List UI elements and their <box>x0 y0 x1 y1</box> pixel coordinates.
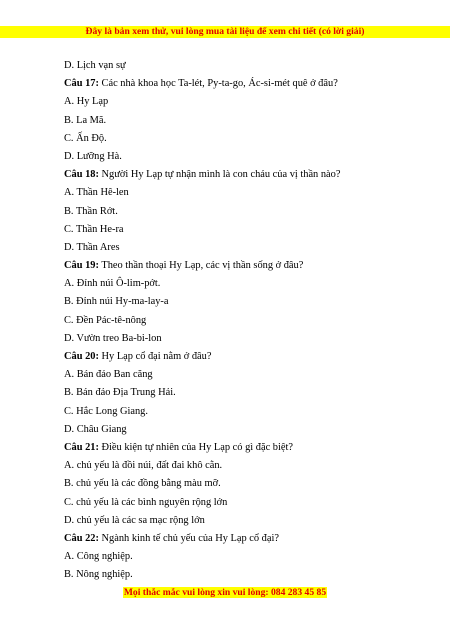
answer-option: B. Bán đảo Địa Trung Hải. <box>64 387 176 399</box>
answer-option: D. Thần Ares <box>64 241 120 253</box>
answer-option: C. Đền Pác-tê-nông <box>64 314 147 326</box>
answer-option: B. Đỉnh núi Hy-ma-lay-a <box>64 296 169 308</box>
answer-option: D. Châu Giang <box>64 423 127 435</box>
answer-option: A. Hy Lạp <box>64 96 109 108</box>
answer-option: C. chủ yếu là các bình nguyên rộng lớn <box>64 496 228 508</box>
answer-option: B. chủ yếu là các đồng bằng màu mỡ. <box>64 478 221 490</box>
answer-option: A. Bán đảo Ban căng <box>64 369 153 381</box>
answer-option: B. Thần Rớt. <box>64 205 118 217</box>
answer-option: D. chủ yếu là các sa mạc rộng lớn <box>64 514 205 526</box>
answer-option: A. chủ yếu là đồi núi, đất đai khô cằn. <box>64 460 223 472</box>
contact-footer-text: Mọi thắc mắc vui lòng xin vui lòng: 084 283 45 85 <box>123 587 327 598</box>
answer-option: B. La Mã. <box>64 114 107 126</box>
answer-option: A. Công nghiệp. <box>64 551 133 563</box>
question-line: Câu 18: Người Hy Lạp tự nhận mình là con cháu của vị thần nào? <box>64 169 341 181</box>
question-line: Câu 19: Theo thần thoại Hy Lạp, các vị thần sống ở đâu? <box>64 260 304 272</box>
answer-option: A. Đỉnh núi Ô-lim-pớt. <box>64 278 161 290</box>
preview-notice-banner <box>0 26 450 38</box>
answer-option: C. Ấn Độ. <box>64 132 107 144</box>
answer-option: D. Vườn treo Ba-bi-lon <box>64 332 162 344</box>
answer-option: C. Hắc Long Giang. <box>64 405 148 417</box>
question-line: Câu 20: Hy Lạp cổ đại nằm ở đâu? <box>64 351 212 362</box>
question-line: Câu 22: Ngành kinh tế chủ yếu của Hy Lạp cổ đại? <box>64 532 279 544</box>
answer-option: B. Nông nghiệp. <box>64 569 133 581</box>
question-line: Câu 17: Các nhà khoa học Ta-lét, Py-ta-go, Ác-si-mét quê ở đâu? <box>64 78 338 90</box>
answer-option: D. Lưỡng Hà. <box>64 150 122 162</box>
answer-option: A. Thần Hê-len <box>64 187 129 199</box>
preview-notice-text: Đây là bản xem thử, vui lòng mua tài liệu để xem chi tiết (có lời giải) <box>85 26 365 37</box>
list-item: D. Lịch vạn sự <box>64 60 126 71</box>
answer-option: C. Thần He-ra <box>64 223 124 235</box>
question-line: Câu 21: Điều kiện tự nhiên của Hy Lạp có gì đặc biệt? <box>64 441 293 453</box>
document-body <box>64 57 404 584</box>
contact-footer <box>0 587 450 599</box>
